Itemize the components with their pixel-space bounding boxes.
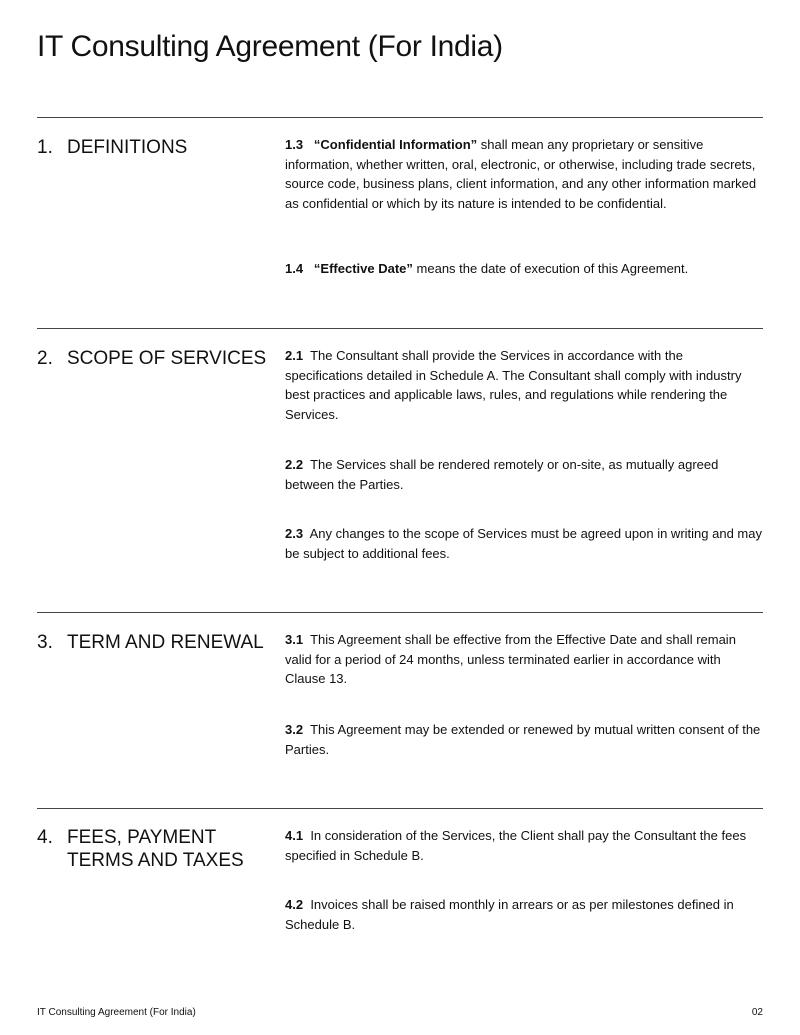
clause <box>285 135 763 213</box>
section-number: 1. <box>37 137 53 158</box>
clause-number: 3.2 <box>285 722 304 737</box>
section-title: SCOPE OF SERVICES <box>67 348 267 369</box>
clause-number: 2.3 <box>285 526 304 541</box>
clause <box>285 259 763 279</box>
footer-document-title: IT Consulting Agreement (For India) <box>37 1007 196 1018</box>
section-number: 3. <box>37 632 53 653</box>
section-heading <box>37 347 267 370</box>
section-title: FEES, PAYMENT TERMS AND TAXES <box>67 827 244 871</box>
clause-number: 3.1 <box>285 632 304 647</box>
clause-term: “Effective Date” <box>313 261 413 276</box>
section-number: 2. <box>37 348 53 369</box>
clause-term: “Confidential Information” <box>313 137 478 152</box>
clause-text: Invoices shall be raised monthly in arrears or as per milestones defined in Schedule B. <box>285 897 734 932</box>
clause-text: This Agreement may be extended or renewed by mutual written consent of the Parties. <box>285 722 761 757</box>
section-divider <box>37 808 763 809</box>
clause-number: 4.1 <box>285 828 304 843</box>
clause-text: In consideration of the Services, the Client shall pay the Consultant the fees specified in Schedule B. <box>285 828 747 863</box>
clause <box>285 720 763 759</box>
clause <box>285 524 763 563</box>
clause-text: means the date of execution of this Agreement. <box>416 261 689 276</box>
clause-text: shall mean any proprietary or sensitive information, whether written, oral, electronic, or otherwise, including trade secrets, source code, business plans, client information, and any other information marked as confidential or which by its nature is intended to be confidential. <box>285 137 757 211</box>
clause <box>285 630 763 689</box>
clause-number: 4.2 <box>285 897 304 912</box>
clause-number: 2.2 <box>285 457 304 472</box>
section-title: DEFINITIONS <box>67 137 188 158</box>
clause-text: The Consultant shall provide the Services in accordance with the specifications detailed in Schedule A. The Consultant shall comply with industry best practices and applicable laws, rules, and regulations while rendering the Services. <box>285 348 742 422</box>
clause-text: Any changes to the scope of Services must be agreed upon in writing and may be subject to additional fees. <box>285 526 762 561</box>
page-number: 02 <box>751 1007 763 1018</box>
section-heading <box>37 826 267 872</box>
clause-number: 1.4 <box>285 261 304 276</box>
clause <box>285 455 763 494</box>
clause-text: The Services shall be rendered remotely or on-site, as mutually agreed between the Parties. <box>285 457 719 492</box>
clause <box>285 826 763 865</box>
section-heading <box>37 136 267 159</box>
clause <box>285 895 763 934</box>
clause-text: This Agreement shall be effective from the Effective Date and shall remain valid for a period of 24 months, unless terminated earlier in accordance with Clause 13. <box>285 632 736 687</box>
clause-number: 2.1 <box>285 348 304 363</box>
section-title: TERM AND RENEWAL <box>67 632 264 653</box>
section-heading <box>37 631 267 654</box>
section-number: 4. <box>37 827 53 848</box>
document-title: IT Consulting Agreement (For India) <box>37 30 503 63</box>
section-divider <box>37 612 763 613</box>
section-divider <box>37 328 763 329</box>
section-divider <box>37 117 763 118</box>
clause-number: 1.3 <box>285 137 304 152</box>
clause <box>285 346 763 424</box>
